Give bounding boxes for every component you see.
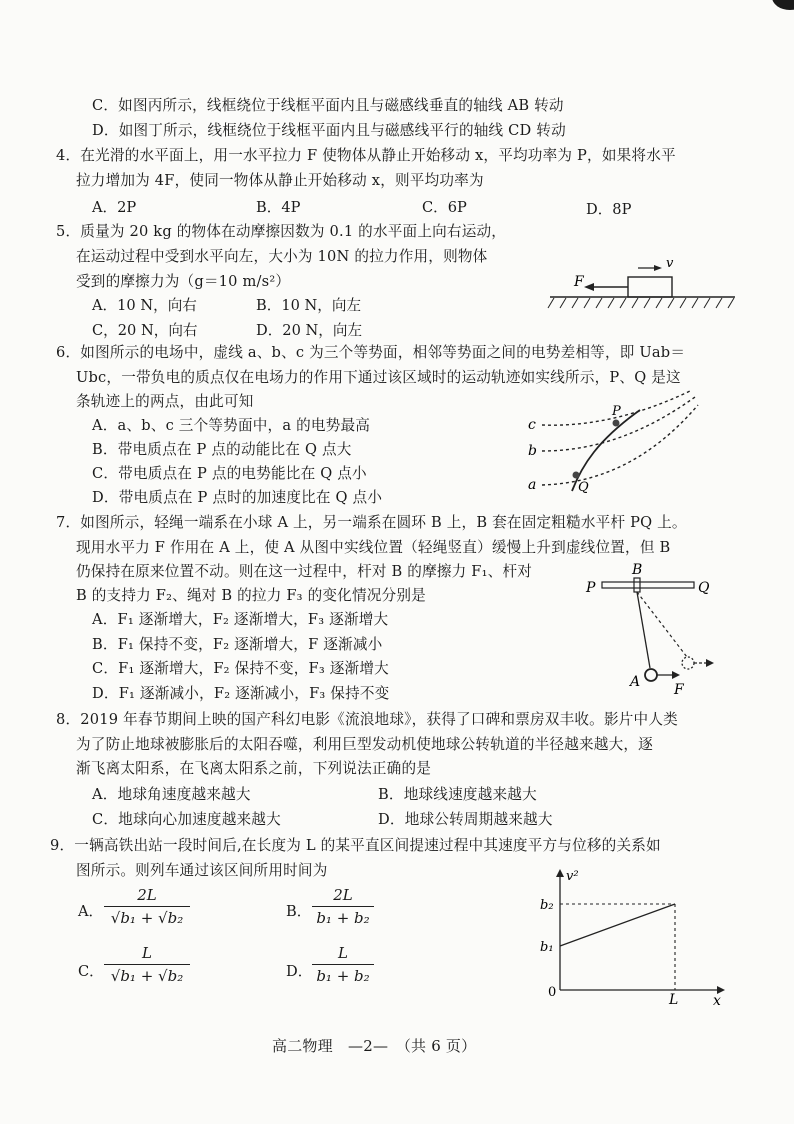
q4-option-b[interactable]: B．4P [256,199,301,216]
q9-stem-line1: 9．一辆高铁出站一段时间后,在长度为 L 的某平直区间提速过程中其速度平方与位移的关系如 [50,837,661,854]
page-corner-mark [772,0,794,10]
q9-option-b-label[interactable]: B． [286,903,312,920]
fig9-b2-label: b₂ [540,898,554,913]
fig7-label-b: B [632,562,643,578]
q9-option-b-fraction[interactable] [312,886,374,927]
fig7-label-p: P [586,580,596,596]
q9-d-denominator: b₁ + b₂ [316,967,370,985]
q4-option-a[interactable]: A．2P [92,199,137,216]
q9-option-c-label[interactable]: C． [78,963,104,980]
q3-option-c: C．如图丙所示，线框绕位于线框平面内且与磁感线垂直的轴线 AB 转动 [92,97,564,114]
q9-b-numerator: 2L [312,886,374,907]
q6-stem-line1: 6．如图所示的电场中，虚线 a、b、c 为三个等势面，相邻等势面之间的电势差相等，即 Uab＝ [56,344,686,361]
fig9-y-label: v² [566,869,579,884]
q9-a-denominator: √b₁ + √b₂ [110,909,184,927]
q5-option-a[interactable]: A．10 N，向右 [92,297,197,314]
q3-option-d: D．如图丁所示，线框绕位于线框平面内且与磁感线平行的轴线 CD 转动 [92,122,566,139]
q9-option-c-fraction[interactable] [104,944,190,985]
q6-option-b[interactable]: B．带电质点在 P 点的动能比在 Q 点大 [92,441,352,458]
q5-option-c[interactable]: C，20 N，向右 [92,322,198,339]
q5-option-d[interactable]: D．20 N，向左 [256,322,363,339]
fig7-label-f: F [674,682,684,698]
q8-option-b[interactable]: B．地球线速度越来越大 [378,786,537,803]
q4-stem-line1: 4．在光滑的水平面上，用一水平拉力 F 使物体从静止开始移动 x，平均功率为 P，如果将水平 [56,147,676,164]
fig9-b1-label: b₁ [540,940,554,955]
fig6-label-a: a [528,477,537,493]
q8-option-a[interactable]: A．地球角速度越来越大 [92,786,251,803]
page-footer: 高二物理 —2— （共 6 页） [272,1037,477,1055]
q9-c-numerator: L [104,944,190,965]
figure-q9-graph [530,862,740,1012]
q9-option-a-fraction[interactable] [104,886,190,927]
fig6-label-b: b [528,443,537,459]
q7-stem-line2: 现用水平力 F 作用在 A 上，使 A 从图中实线位置（轻绳竖直）缓慢上升到虚线位置，但 B [76,539,671,556]
q5-option-b[interactable]: B．10 N，向左 [256,297,362,314]
fig5-label-f: F [574,274,584,290]
q5-stem-line3: 受到的摩擦力为（g＝10 m/s²） [76,273,291,290]
q6-option-c[interactable]: C．带电质点在 P 点的电势能比在 Q 点小 [92,465,367,482]
q9-b-denominator: b₁ + b₂ [316,909,370,927]
q8-stem-line3: 渐飞离太阳系，在飞离太阳系之前，下列说法正确的是 [76,760,432,777]
q5-stem-line1: 5．质量为 20 kg 的物体在动摩擦因数为 0.1 的水平面上向右运动， [56,223,507,240]
fig6-label-c: c [528,417,536,433]
q9-a-numerator: 2L [104,886,190,907]
q4-option-c[interactable]: C．6P [422,199,467,216]
q7-stem-line1: 7．如图所示，轻绳一端系在小球 A 上，另一端系在圆环 B 上，B 套在固定粗糙水平杆 PQ 上。 [56,514,687,531]
q9-option-d-fraction[interactable] [312,944,374,985]
q7-option-b[interactable]: B．F₁ 保持不变，F₂ 逐渐增大，F 逐渐减小 [92,636,383,653]
q7-option-d[interactable]: D．F₁ 逐渐减小，F₂ 逐渐减小，F₃ 保持不变 [92,685,390,702]
q8-stem-line2: 为了防止地球被膨胀后的太阳吞噬，利用巨型发动机使地球公转轨道的半径越来越大，逐 [76,736,653,753]
q5-stem-line2: 在运动过程中受到水平向左，大小为 10N 的拉力作用，则物体 [76,248,488,265]
fig7-label-a: A [630,674,641,690]
figure-q6-field [520,385,710,500]
q6-option-d[interactable]: D．带电质点在 P 点时的加速度比在 Q 点小 [92,489,383,506]
fig9-origin-label: 0 [548,985,557,1000]
fig7-label-q: Q [698,580,710,596]
q9-stem-line2: 图所示。则列车通过该区间所用时间为 [76,862,328,879]
q9-c-denominator: √b₁ + √b₂ [110,967,184,985]
q7-option-c[interactable]: C．F₁ 逐渐增大，F₂ 保持不变，F₃ 逐渐增大 [92,660,389,677]
q7-stem-line4: B 的支持力 F₂、绳对 B 的拉力 F₃ 的变化情况分别是 [76,587,426,604]
fig6-label-p: P [612,404,621,419]
q7-option-a[interactable]: A．F₁ 逐渐增大，F₂ 逐渐增大，F₃ 逐渐增大 [92,611,389,628]
fig6-label-q: Q [578,480,589,495]
fig9-x-label: x [713,993,721,1009]
q8-option-d[interactable]: D．地球公转周期越来越大 [378,811,553,828]
figure-q5-block [540,240,740,315]
q4-option-d[interactable]: D．8P [586,201,632,218]
figure-q7-rod [580,560,730,700]
q8-option-c[interactable]: C．地球向心加速度越来越大 [92,811,281,828]
fig5-label-v: v [666,256,674,271]
q6-stem-line3: 条轨迹上的两点，由此可知 [76,393,254,410]
q4-stem-line2: 拉力增加为 4F，使同一物体从静止开始移动 x，则平均功率为 [76,172,484,189]
q6-stem-line2: Ubc，一带负电的质点仅在电场力的作用下通过该区域时的运动轨迹如实线所示，P、Q 是这 [76,369,681,386]
q9-option-a-label[interactable]: A． [78,903,104,920]
q6-option-a[interactable]: A．a、b、c 三个等势面中，a 的电势最高 [92,417,371,434]
q8-stem-line1: 8．2019 年春节期间上映的国产科幻电影《流浪地球》，获得了口碑和票房双丰收。影片中人类 [56,711,678,728]
q7-stem-line3: 仍保持在原来位置不动。则在这一过程中，杆对 B 的摩擦力 F₁、杆对 [76,563,533,580]
q9-option-d-label[interactable]: D． [286,963,313,980]
fig9-l-label: L [669,992,679,1008]
q9-d-numerator: L [312,944,374,965]
